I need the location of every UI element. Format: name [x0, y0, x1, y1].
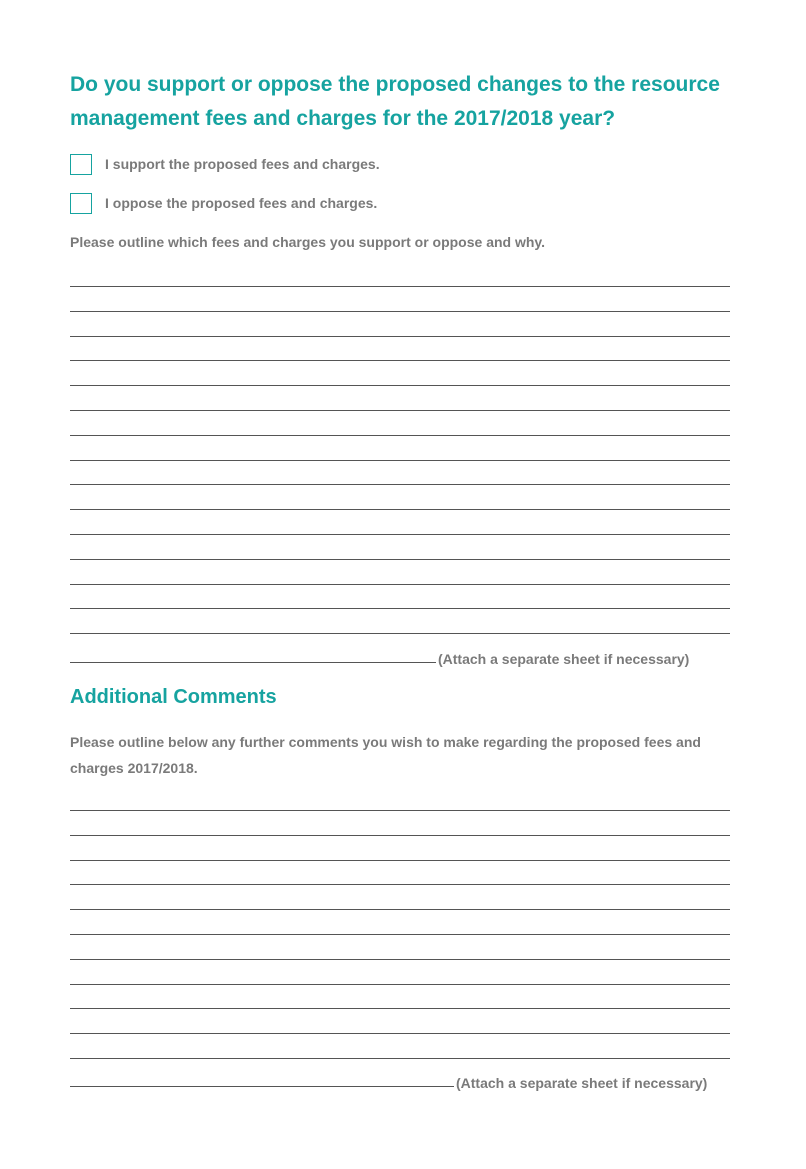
support-option[interactable] — [70, 152, 380, 176]
fees-response-line[interactable] — [70, 584, 730, 585]
comments-response-line[interactable] — [70, 835, 730, 836]
fees-response-line[interactable] — [70, 385, 730, 386]
fees-response-line[interactable] — [70, 410, 730, 411]
fees-response-line[interactable] — [70, 633, 730, 634]
fees-response-line[interactable] — [70, 311, 730, 312]
comments-response-line[interactable] — [70, 860, 730, 861]
oppose-checkbox[interactable] — [70, 193, 92, 214]
fees-response-line[interactable] — [70, 534, 730, 535]
comments-short-line[interactable] — [70, 1086, 454, 1087]
additional-comments-title: Additional Comments — [70, 686, 277, 708]
oppose-option[interactable] — [70, 191, 377, 215]
oppose-option-label: I oppose the proposed fees and charges. — [105, 195, 378, 211]
fees-question-title: Do you support or oppose the proposed changes to the resource management fees and charges for the 2017/2018 year? — [70, 73, 720, 130]
fees-response-line[interactable] — [70, 484, 730, 485]
fees-attach-note: (Attach a separate sheet if necessary) — [438, 651, 690, 667]
comments-response-line[interactable] — [70, 884, 730, 885]
fees-response-line[interactable] — [70, 360, 730, 361]
fees-short-line[interactable] — [70, 662, 436, 663]
fees-response-line[interactable] — [70, 608, 730, 609]
fees-response-line[interactable] — [70, 460, 730, 461]
comments-response-line[interactable] — [70, 959, 730, 960]
comments-response-line[interactable] — [70, 984, 730, 985]
support-option-label: I support the proposed fees and charges. — [105, 156, 380, 172]
fees-response-line[interactable] — [70, 336, 730, 337]
comments-last-line-row — [70, 1069, 707, 1091]
fees-response-line[interactable] — [70, 435, 730, 436]
comments-response-line[interactable] — [70, 1058, 730, 1059]
comments-response-line[interactable] — [70, 934, 730, 935]
fees-response-line[interactable] — [70, 286, 730, 287]
support-checkbox[interactable] — [70, 154, 92, 175]
comments-response-line[interactable] — [70, 1033, 730, 1034]
fees-prompt: Please outline which fees and charges you support or oppose and why. — [70, 234, 546, 250]
additional-comments-prompt: Please outline below any further comments you wish to make regarding the proposed fees and charges 2017/2018. — [70, 734, 701, 776]
comments-response-line[interactable] — [70, 810, 730, 811]
comments-attach-note: (Attach a separate sheet if necessary) — [456, 1075, 708, 1091]
fees-last-line-row — [70, 645, 689, 667]
fees-response-line[interactable] — [70, 559, 730, 560]
comments-response-line[interactable] — [70, 909, 730, 910]
comments-response-line[interactable] — [70, 1008, 730, 1009]
fees-response-line[interactable] — [70, 509, 730, 510]
